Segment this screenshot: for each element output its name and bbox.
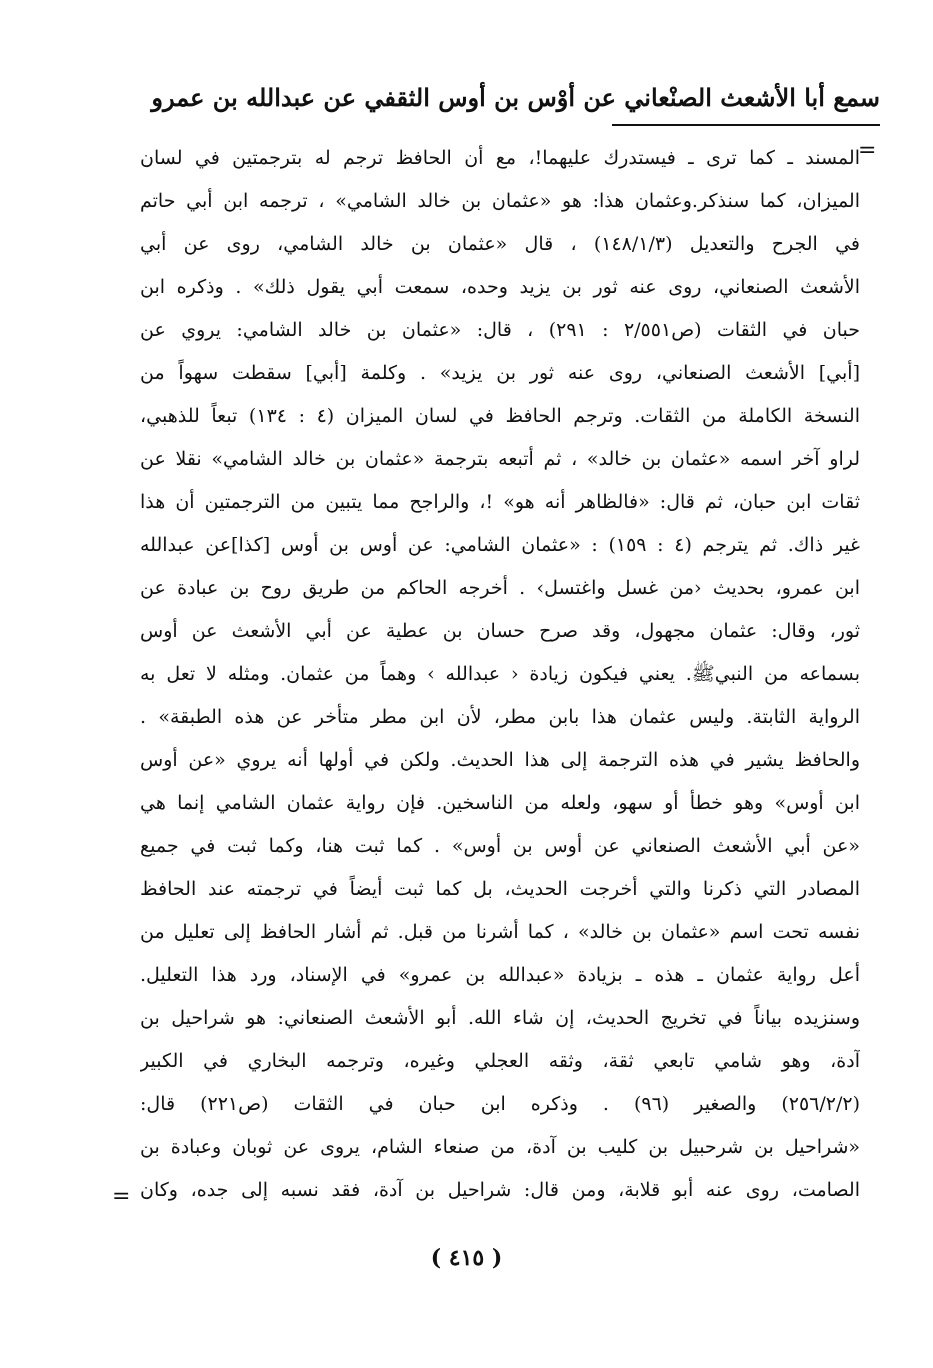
footnote-line: أعل رواية عثمان ـ هذه ـ بزيادة «عبدالله بن عمرو» في الإسناد، ورد هذا التعليل.	[140, 964, 860, 986]
footnote-line: بسماعه من النبيﷺ. يعني فيكون زيادة ‹ عبدالله › وهماً من عثمان. ومثله لا تعل به	[140, 663, 860, 685]
footnote-line: ثور، وقال: عثمان مجهول، وقد صرح حسان بن عطية عن أبي الأشعث عن أوس	[140, 620, 860, 642]
footnote-line: وسنزيده بياناً في تخريج الحديث، إن شاء الله. أبو الأشعث الصنعاني: هو شراحيل بن	[140, 1007, 860, 1029]
footnote-line: نفسه تحت اسم «عثمان بن خالد» ، كما أشرنا من قبل. ثم أشار الحافظ إلى تعليل من	[140, 921, 860, 943]
footnote-line: «عن أبي الأشعث الصنعاني عن أوس بن أوس» . كما ثبت هنا، وكما ثبت في جميع	[140, 835, 860, 857]
footnote-line: [أبي] الأشعث الصنعاني، روى عنه ثور بن يزيد» . وكلمة [أبي] سقطت سهواً من	[140, 362, 860, 384]
footnote-line: الرواية الثابتة. وليس عثمان هذا بابن مطر، لأن ابن مطر متأخر عن هذه الطبقة» .	[140, 706, 860, 728]
footnote-line: (٢٥٦/٢/٢) والصغير (٩٦) . وذكره ابن حبان في الثقات (ص٢٢١) قال:	[140, 1093, 860, 1115]
continuation-mark-bottom: =	[112, 1184, 131, 1209]
footnote-line: لراو آخر اسمه «عثمان بن خالد» ، ثم أتبعه بترجمة «عثمان بن خالد الشامي» نقلا عن	[140, 448, 860, 470]
footnote-line: حبان في الثقات (ص٢/٥٥١ : ٢٩١) ، قال: «عثمان بن خالد الشامي: يروي عن	[140, 319, 860, 341]
footnote-body	[140, 140, 860, 1220]
page-header	[140, 68, 880, 128]
footnote-line: النسخة الكاملة من الثقات. وترجم الحافظ في لسان الميزان (٤ : ١٣٤) تبعاً للذهبي،	[140, 405, 860, 427]
continuation-mark-top: =	[858, 138, 877, 163]
footnote-line: ابن عمرو، بحديث ‹من غسل واغتسل› . أخرجه الحاكم من طريق روح بن عبادة عن	[140, 577, 860, 599]
footnote-line: المسند ـ كما ترى ـ فيستدرك عليهما!، مع أن الحافظ ترجم له بترجمتين في لسان	[140, 147, 860, 169]
footnote-line: ابن أوس» وهو خطأ أو سهو، ولعله من الناسخين. فإن رواية عثمان الشامي إنما هي	[140, 792, 860, 814]
page-number: ( ٤١٥ )	[430, 1245, 503, 1271]
footnote-line: غير ذاك. ثم يترجم (٤ : ١٥٩) : «عثمان الشامي: عن أوس بن أوس [كذا]عن عبدالله	[140, 534, 860, 556]
footnote-line: المصادر التي ذكرنا والتي أخرجت الحديث، بل كما ثبت أيضاً في ترجمته عند الحافظ	[140, 878, 860, 900]
footnote-line: الأشعث الصنعاني، روى عنه ثور بن يزيد وحده، سمعت أبي يقول ذلك» . وذكره ابن	[140, 276, 860, 298]
page-title: سمع أبا الأشعث الصنْعاني عن أوْس بن أوس الثقفي عن عبدالله بن عمرو	[151, 83, 880, 112]
footnote-line: الميزان، كما سنذكر.وعثمان هذا: هو «عثمان بن خالد الشامي» ، ترجمه ابن أبي حاتم	[140, 190, 860, 212]
title-underline	[612, 124, 880, 126]
footnote-line: آدة، وهو شامي تابعي ثقة، وثقه العجلي وغيره، وترجمه البخاري في الكبير	[140, 1050, 860, 1072]
footnote-line: الصامت، روى عنه أبو قلابة، ومن قال: شراحيل بن آدة، فقد نسبه إلى جده، وكان	[140, 1179, 860, 1201]
footnote-line: ثقات ابن حبان، ثم قال: «فالظاهر أنه هو» !، والراجح مما يتبين من الترجمتين أن هذا	[140, 491, 860, 513]
footnote-line: «شراحيل بن شرحبيل بن كليب بن آدة، من صنعاء الشام، يروى عن ثوبان وعبادة بن	[140, 1136, 860, 1158]
footnote-line: والحافظ يشير في هذه الترجمة إلى هذا الحديث. ولكن في أولها أنه يروي «عن أوس	[140, 749, 860, 771]
footnote-line: في الجرح والتعديل (١٤٨/١/٣) ، قال «عثمان بن خالد الشامي، روى عن أبي	[140, 233, 860, 255]
